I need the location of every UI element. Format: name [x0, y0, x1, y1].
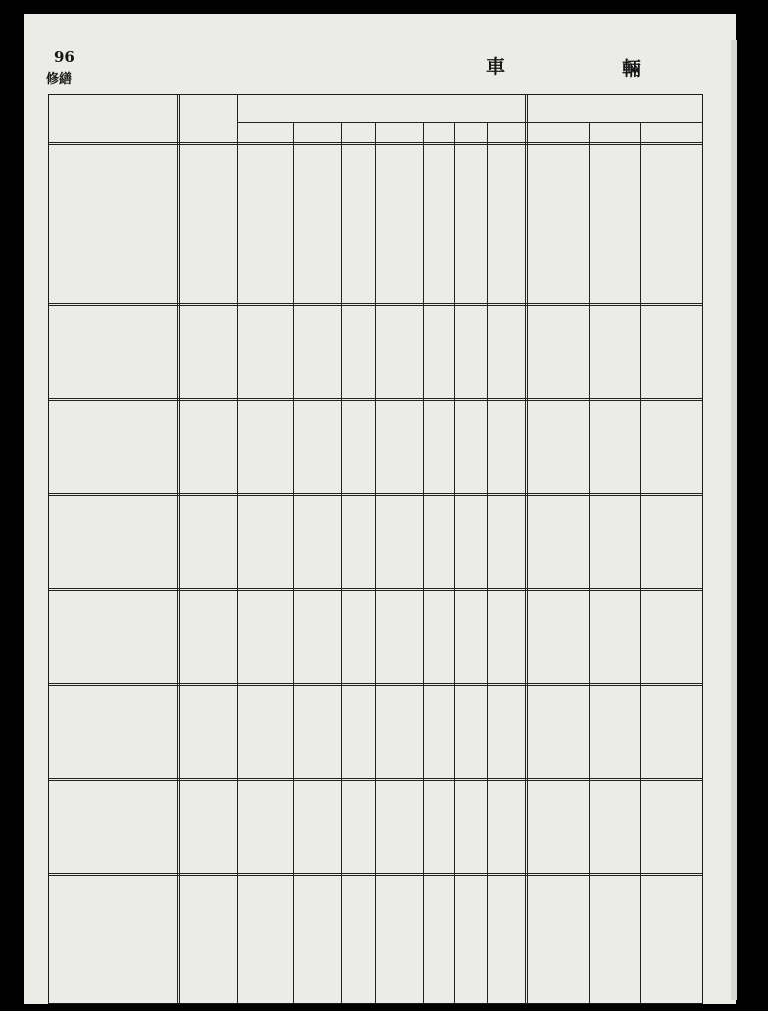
page-number: 96	[54, 48, 75, 66]
header-group-rule	[525, 122, 702, 123]
statistics-table	[48, 94, 703, 1004]
column-rule	[237, 95, 238, 1003]
section-rule	[49, 588, 702, 591]
column-rule	[177, 95, 180, 1003]
column-rule	[375, 122, 376, 1003]
section-label: 修繕	[46, 72, 73, 87]
header-bottom-rule	[49, 142, 702, 145]
column-rule	[341, 122, 342, 1003]
column-rule	[293, 122, 294, 1003]
section-rule	[49, 398, 702, 401]
page-title-left: 車	[486, 56, 506, 78]
paper-sheet	[24, 14, 736, 1004]
column-rule	[640, 122, 641, 1003]
column-rule	[487, 122, 488, 1003]
column-rule	[589, 122, 590, 1003]
section-rule	[49, 778, 702, 781]
page-edge	[731, 40, 737, 1000]
section-rule	[49, 873, 702, 876]
column-rule	[525, 95, 528, 1003]
section-rule	[49, 683, 702, 686]
column-rule	[423, 122, 424, 1003]
section-rule	[49, 303, 702, 306]
page-title-right: 輛	[622, 58, 642, 80]
section-rule	[49, 493, 702, 496]
header-group-rule	[237, 122, 534, 123]
column-rule	[454, 122, 455, 1003]
